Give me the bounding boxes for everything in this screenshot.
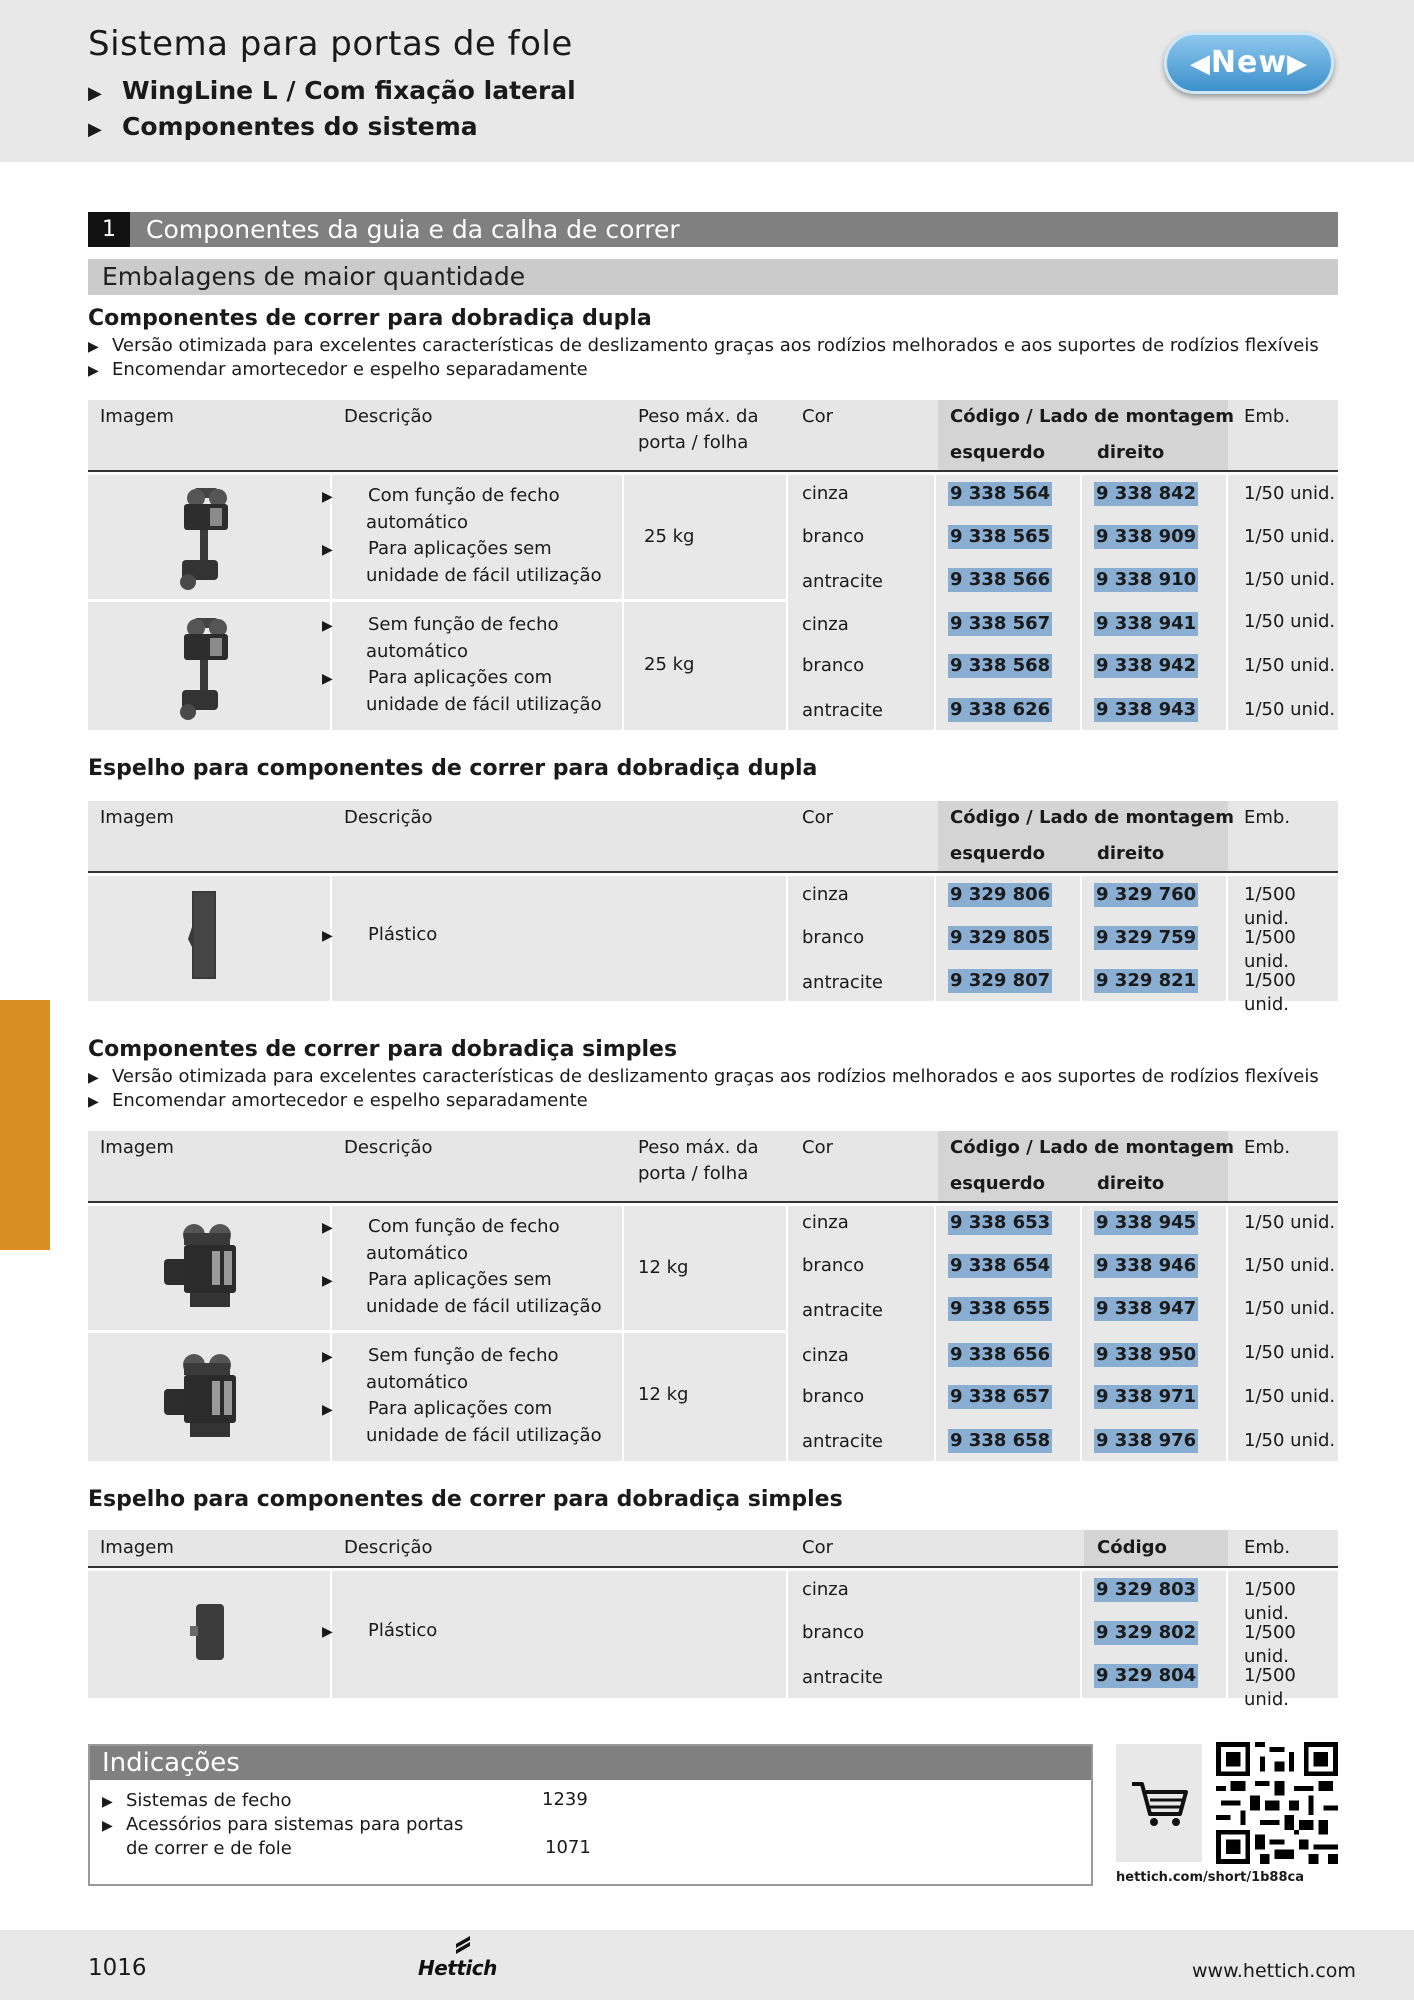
emb-value: 1/50 unid. xyxy=(1244,526,1336,547)
col-codigo-lado: Código / Lado de montagem xyxy=(950,807,1235,828)
article-code[interactable]: 9 329 805 xyxy=(950,927,1051,948)
group1-note-1-text: Versão otimizada para excelentes características de deslizamento graças aos rodízios melhorados e aos suportes de rodízios flexíveis xyxy=(112,335,1319,356)
desc-item xyxy=(322,1267,614,1320)
col-peso: Peso máx. da porta / folha xyxy=(638,1137,759,1184)
product-description xyxy=(322,1214,614,1320)
product-image-double-roller xyxy=(166,482,246,594)
col-emb: Emb. xyxy=(1244,406,1291,427)
chapter-side-tab xyxy=(0,1000,50,1250)
desc-item xyxy=(322,665,614,718)
emb-value: 1/50 unid. xyxy=(1244,655,1336,676)
group1-heading: Componentes de correr para dobradiça dupla xyxy=(88,306,652,331)
triangle-right-icon: ▶ xyxy=(322,1349,333,1365)
emb-value: 1/50 unid. xyxy=(1244,569,1336,590)
col-cor: Cor xyxy=(802,807,833,828)
cor-value: branco xyxy=(802,655,865,676)
desc-item xyxy=(322,536,614,589)
article-code[interactable]: 9 329 806 xyxy=(950,884,1051,905)
emb-value: 1/50 unid. xyxy=(1244,483,1336,504)
triangle-right-icon: ▶ xyxy=(88,1070,99,1086)
section-number: 1 xyxy=(88,212,130,247)
article-code[interactable]: 9 329 759 xyxy=(1096,927,1197,948)
subtitle-product-line xyxy=(88,76,576,105)
article-code[interactable]: 9 329 807 xyxy=(950,970,1051,991)
indications-box xyxy=(88,1744,1093,1886)
cor-value: antracite xyxy=(802,972,883,993)
cor-value: cinza xyxy=(802,483,849,504)
article-code[interactable]: 9 338 946 xyxy=(1096,1255,1197,1276)
group3-note-2-text: Encomendar amortecedor e espelho separadamente xyxy=(112,1090,588,1111)
article-code[interactable]: 9 338 568 xyxy=(950,655,1051,676)
esq-col-bg xyxy=(936,475,1080,730)
col-esquerdo: esquerdo xyxy=(950,442,1045,463)
col-emb: Emb. xyxy=(1244,1537,1291,1558)
article-code[interactable]: 9 338 654 xyxy=(950,1255,1051,1276)
group3-heading: Componentes de correr para dobradiça simples xyxy=(88,1037,678,1062)
cor-col-bg xyxy=(788,475,934,730)
emb-value: 1/50 unid. xyxy=(1244,611,1336,632)
emb-value: 1/500 unid. xyxy=(1244,1579,1296,1624)
article-code[interactable]: 9 338 942 xyxy=(1096,655,1197,676)
dir-col-bg xyxy=(1082,475,1226,730)
cor-col-bg xyxy=(788,1206,934,1461)
table-group1 xyxy=(88,400,1338,730)
cor-value: antracite xyxy=(802,1300,883,1321)
article-code[interactable]: 9 338 653 xyxy=(950,1212,1051,1233)
cor-value: cinza xyxy=(802,614,849,635)
triangle-right-icon: ▶ xyxy=(102,1818,113,1834)
desc-text: Para aplicações com unidade de fácil utilização xyxy=(366,667,602,715)
article-code[interactable]: 9 329 803 xyxy=(1096,1579,1197,1600)
subtitle-components-text: Componentes do sistema xyxy=(122,112,478,141)
group1-note-2-text: Encomendar amortecedor e espelho separadamente xyxy=(112,359,588,380)
desc-text: Com função de fecho automático xyxy=(366,485,560,533)
cor-value: cinza xyxy=(802,1345,849,1366)
dir-col-bg xyxy=(1082,1206,1226,1461)
col-cor: Cor xyxy=(802,406,833,427)
desc-text: Para aplicações sem unidade de fácil utilização xyxy=(366,1269,602,1317)
peso-value: 25 kg xyxy=(644,654,695,675)
indication-text: Sistemas de fecho xyxy=(126,1790,292,1811)
emb-value: 1/500 unid. xyxy=(1244,970,1296,1015)
desc-item xyxy=(322,1618,614,1645)
group1-note-2 xyxy=(88,359,588,380)
group4-heading: Espelho para componentes de correr para dobradiça simples xyxy=(88,1487,843,1512)
section-bar xyxy=(88,212,1338,247)
cor-value: branco xyxy=(802,1386,865,1407)
desc-item xyxy=(322,922,614,949)
emb-value: 1/50 unid. xyxy=(1244,1212,1336,1233)
page-number: 1016 xyxy=(88,1955,147,1981)
cor-value: branco xyxy=(802,927,865,948)
pack-title: Embalagens de maior quantidade xyxy=(102,262,526,291)
cor-value: antracite xyxy=(802,571,883,592)
col-descricao: Descrição xyxy=(344,1137,433,1158)
col-cor: Cor xyxy=(802,1537,833,1558)
product-image-double-roller xyxy=(166,612,246,724)
col-esquerdo: esquerdo xyxy=(950,843,1045,864)
emb-value: 1/500 unid. xyxy=(1244,1665,1296,1710)
indication-page[interactable]: 1071 xyxy=(545,1837,591,1858)
col-descricao: Descrição xyxy=(344,1537,433,1558)
pack-bar xyxy=(88,259,1338,295)
article-code[interactable]: 9 329 760 xyxy=(1096,884,1197,905)
article-code[interactable]: 9 338 945 xyxy=(1096,1212,1197,1233)
triangle-right-icon: ▶ xyxy=(322,1624,333,1640)
emb-value: 1/50 unid. xyxy=(1244,1298,1336,1319)
peso-value: 12 kg xyxy=(638,1257,689,1278)
triangle-left-icon: ◀ xyxy=(1189,49,1211,79)
shop-link[interactable] xyxy=(1116,1744,1202,1862)
desc-item xyxy=(322,1396,614,1449)
short-url-link[interactable]: hettich.com/short/1b88ca xyxy=(1116,1870,1305,1885)
table-group2 xyxy=(88,801,1338,1015)
desc-text: Com função de fecho automático xyxy=(366,1216,560,1264)
desc-item xyxy=(322,1214,614,1267)
desc-text: Plástico xyxy=(368,1620,438,1641)
product-image-single-roller xyxy=(158,1349,254,1449)
triangle-right-icon: ▶ xyxy=(1287,49,1309,79)
cor-value: cinza xyxy=(802,1212,849,1233)
qr-code[interactable] xyxy=(1216,1742,1338,1864)
col-direito: direito xyxy=(1097,442,1165,463)
peso-value: 12 kg xyxy=(638,1384,689,1405)
new-badge xyxy=(1164,32,1334,94)
desc-text: Sem função de fecho automático xyxy=(366,1345,559,1393)
group2-heading: Espelho para componentes de correr para dobradiça dupla xyxy=(88,756,818,781)
cor-value: branco xyxy=(802,1255,865,1276)
desc-text: Plástico xyxy=(368,924,438,945)
group3-note-1 xyxy=(88,1066,1319,1087)
article-code[interactable]: 9 338 658 xyxy=(950,1430,1051,1451)
indication-item[interactable] xyxy=(102,1789,292,1814)
col-emb: Emb. xyxy=(1244,807,1291,828)
product-description xyxy=(322,1343,614,1449)
hettich-logo: Hettich xyxy=(418,1956,497,1980)
triangle-right-icon: ▶ xyxy=(322,618,333,634)
desc-item xyxy=(322,612,614,665)
article-code[interactable]: 9 338 950 xyxy=(1096,1344,1197,1365)
desc-item xyxy=(322,1343,614,1396)
col-cor: Cor xyxy=(802,1137,833,1158)
article-code[interactable]: 9 338 909 xyxy=(1096,526,1197,547)
triangle-right-icon: ▶ xyxy=(88,339,99,355)
product-image-cover-plate xyxy=(186,887,226,987)
article-code[interactable]: 9 338 657 xyxy=(950,1386,1051,1407)
cor-value: branco xyxy=(802,526,865,547)
article-code[interactable]: 9 338 655 xyxy=(950,1298,1051,1319)
emb-value: 1/50 unid. xyxy=(1244,1255,1336,1276)
article-code[interactable]: 9 338 910 xyxy=(1096,569,1197,590)
col-emb: Emb. xyxy=(1244,1137,1291,1158)
triangle-right-icon: ▶ xyxy=(322,1273,333,1289)
emb-value: 1/50 unid. xyxy=(1244,699,1336,720)
table-group3 xyxy=(88,1131,1338,1461)
cor-value: cinza xyxy=(802,1579,849,1600)
cor-value: antracite xyxy=(802,1431,883,1452)
col-direito: direito xyxy=(1097,843,1165,864)
desc-item xyxy=(322,483,614,536)
article-code[interactable]: 9 338 842 xyxy=(1096,483,1197,504)
indication-text: Acessórios para sistemas para portas xyxy=(126,1814,464,1835)
col-esquerdo: esquerdo xyxy=(950,1173,1045,1194)
article-code[interactable]: 9 338 565 xyxy=(950,526,1051,547)
col-codigo-lado: Código / Lado de montagem xyxy=(950,1137,1235,1158)
new-badge-label: New xyxy=(1210,45,1288,80)
article-code[interactable]: 9 338 943 xyxy=(1096,699,1197,720)
article-code[interactable]: 9 338 976 xyxy=(1096,1430,1197,1451)
article-code[interactable]: 9 338 567 xyxy=(950,613,1051,634)
cor-value: cinza xyxy=(802,884,849,905)
product-description xyxy=(322,1618,614,1645)
col-imagem: Imagem xyxy=(100,406,174,427)
article-code[interactable]: 9 329 804 xyxy=(1096,1665,1197,1686)
article-code[interactable]: 9 329 821 xyxy=(1096,970,1197,991)
subtitle-components xyxy=(88,112,478,141)
esq-col-bg xyxy=(936,1206,1080,1461)
article-code[interactable]: 9 338 656 xyxy=(950,1344,1051,1365)
product-description xyxy=(322,922,614,949)
article-code[interactable]: 9 338 566 xyxy=(950,569,1051,590)
col-imagem: Imagem xyxy=(100,1537,174,1558)
col-imagem: Imagem xyxy=(100,807,174,828)
desc-text: Para aplicações sem unidade de fácil utilização xyxy=(366,538,602,586)
table-group4 xyxy=(88,1530,1338,1710)
indications-title: Indicações xyxy=(90,1746,1091,1780)
product-description xyxy=(322,612,614,718)
desc-text: Sem função de fecho automático xyxy=(366,614,559,662)
triangle-right-icon: ▶ xyxy=(322,1220,333,1236)
indication-text-cont: de correr e de fole xyxy=(126,1838,292,1859)
desc-text: Para aplicações com unidade de fácil utilização xyxy=(366,1398,602,1446)
col-descricao: Descrição xyxy=(344,807,433,828)
triangle-right-icon: ▶ xyxy=(322,928,333,944)
triangle-right-icon: ▶ xyxy=(88,119,102,140)
triangle-right-icon: ▶ xyxy=(88,1094,99,1110)
emb-value: 1/500 unid. xyxy=(1244,927,1296,972)
triangle-right-icon: ▶ xyxy=(88,83,102,104)
product-image-cover-plate-small xyxy=(186,1600,230,1664)
emb-col-bg xyxy=(1228,475,1338,730)
emb-value: 1/50 unid. xyxy=(1244,1430,1336,1451)
emb-value: 1/50 unid. xyxy=(1244,1342,1336,1363)
indication-page[interactable]: 1239 xyxy=(542,1789,588,1810)
page-title: Sistema para portas de fole xyxy=(88,24,573,64)
col-direito: direito xyxy=(1097,1173,1165,1194)
article-code[interactable]: 9 338 564 xyxy=(950,483,1051,504)
cor-value: branco xyxy=(802,1622,865,1643)
article-code[interactable]: 9 329 802 xyxy=(1096,1622,1197,1643)
triangle-right-icon: ▶ xyxy=(322,671,333,687)
emb-value: 1/50 unid. xyxy=(1244,1386,1336,1407)
triangle-right-icon: ▶ xyxy=(322,489,333,505)
emb-col-bg xyxy=(1228,1206,1338,1461)
triangle-right-icon: ▶ xyxy=(88,363,99,379)
col-descricao: Descrição xyxy=(344,406,433,427)
cor-value: antracite xyxy=(802,700,883,721)
shopping-cart-icon xyxy=(1116,1744,1202,1862)
group1-note-1 xyxy=(88,335,1319,356)
triangle-right-icon: ▶ xyxy=(322,1402,333,1418)
col-codigo: Código xyxy=(1097,1537,1167,1558)
section-title: Componentes da guia e da calha de correr xyxy=(146,215,680,244)
group3-note-1-text: Versão otimizada para excelentes características de deslizamento graças aos rodízios melhorados e aos suportes de rodízios flexíveis xyxy=(112,1066,1319,1087)
emb-value: 1/500 unid. xyxy=(1244,884,1296,929)
peso-value: 25 kg xyxy=(644,526,695,547)
col-imagem: Imagem xyxy=(100,1137,174,1158)
subtitle-product-line-text: WingLine L / Com fixação lateral xyxy=(122,76,576,105)
cor-value: antracite xyxy=(802,1667,883,1688)
product-image-single-roller xyxy=(158,1219,254,1319)
article-code[interactable]: 9 338 626 xyxy=(950,699,1051,720)
article-code[interactable]: 9 338 971 xyxy=(1096,1386,1197,1407)
group3-note-2 xyxy=(88,1090,588,1111)
col-codigo-lado: Código / Lado de montagem xyxy=(950,406,1235,427)
website-link[interactable]: www.hettich.com xyxy=(1192,1960,1356,1982)
article-code[interactable]: 9 338 947 xyxy=(1096,1298,1197,1319)
article-code[interactable]: 9 338 941 xyxy=(1096,613,1197,634)
emb-value: 1/500 unid. xyxy=(1244,1622,1296,1667)
indication-item[interactable] xyxy=(102,1813,463,1838)
triangle-right-icon: ▶ xyxy=(102,1794,113,1810)
product-description xyxy=(322,483,614,589)
triangle-right-icon: ▶ xyxy=(322,542,333,558)
col-peso: Peso máx. da porta / folha xyxy=(638,406,759,453)
